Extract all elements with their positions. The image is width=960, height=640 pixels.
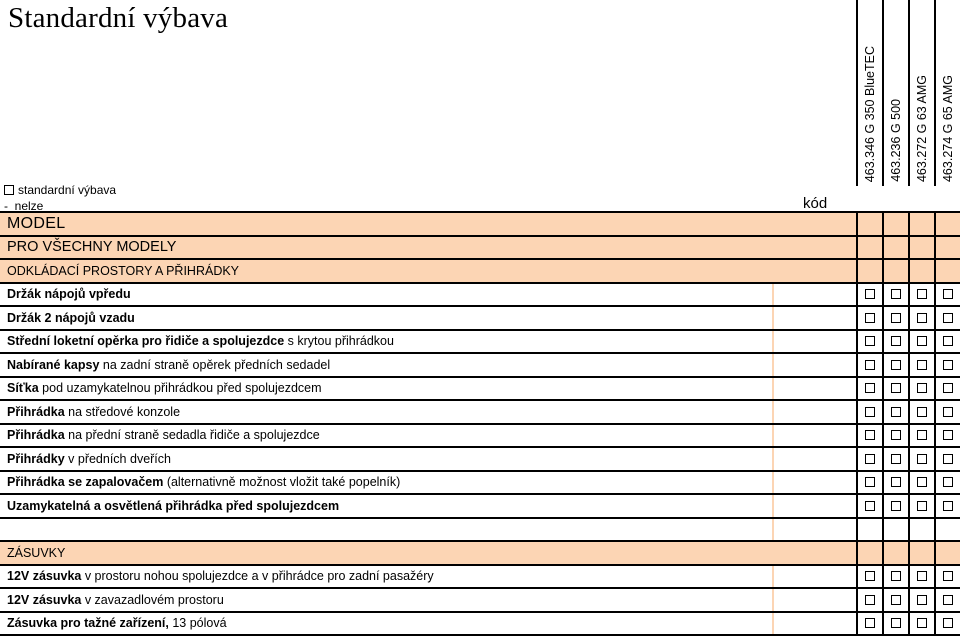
availability-cell: [934, 354, 960, 376]
standard-box-icon: [865, 407, 875, 417]
standard-box-icon: [943, 430, 953, 440]
table-row: [0, 446, 960, 470]
item-name: Uzamykatelná a osvětlená přihrádka před spolujezdcem: [7, 498, 340, 513]
standard-box-icon: [891, 407, 901, 417]
table-row: [0, 564, 960, 588]
standard-box-icon: [917, 501, 927, 511]
availability-cell: [934, 260, 960, 282]
standard-box-icon: [865, 454, 875, 464]
section-header-row: [0, 211, 960, 235]
item-detail: s krytou přihrádkou: [284, 334, 394, 349]
code-cell: [772, 566, 856, 588]
standard-box-icon: [943, 289, 953, 299]
row-description: [0, 331, 772, 353]
standard-box-icon: [943, 454, 953, 464]
model-name: 463.346 G 350 BlueTEC: [863, 45, 877, 182]
availability-cell: [856, 213, 882, 235]
availability-cell: [882, 401, 908, 423]
model-column-header: [882, 0, 908, 186]
table-row: [0, 470, 960, 494]
availability-cell: [856, 354, 882, 376]
section-header-row: [0, 235, 960, 259]
blank-row: [0, 517, 960, 541]
availability-cell: [908, 378, 934, 400]
availability-cell: [856, 495, 882, 517]
row-description: PRO VŠECHNY MODELY: [0, 237, 772, 259]
standard-box-icon: [891, 360, 901, 370]
availability-cell: [882, 237, 908, 259]
model-column-header: [934, 0, 960, 186]
standard-box-icon: [943, 618, 953, 628]
code-cell: [772, 260, 856, 282]
item-detail: v předních dveřích: [64, 451, 171, 466]
item-name: Střední loketní opěrka pro řidiče a spolujezdce: [7, 334, 285, 349]
standard-box-icon: [917, 454, 927, 464]
row-description: [0, 284, 772, 306]
standard-box-icon: [891, 454, 901, 464]
code-cell: [772, 378, 856, 400]
model-column-header: [856, 0, 882, 186]
availability-cell: [908, 589, 934, 611]
standard-box-icon: [917, 313, 927, 323]
availability-cell: [908, 284, 934, 306]
row-description: [0, 519, 772, 541]
availability-cell: [882, 613, 908, 634]
availability-cell: [882, 425, 908, 447]
standard-box-icon: [865, 289, 875, 299]
availability-cell: [934, 237, 960, 259]
table-row: [0, 282, 960, 306]
item-detail: 13 pólová: [168, 616, 227, 630]
code-cell: [772, 331, 856, 353]
availability-cell: [882, 331, 908, 353]
code-cell: [772, 589, 856, 611]
item-name: Držák 2 nápojů vzadu: [7, 310, 135, 325]
availability-cell: [856, 425, 882, 447]
availability-cell: [934, 307, 960, 329]
model-name: 463.274 G 65 AMG: [941, 74, 955, 182]
availability-cell: [856, 448, 882, 470]
row-description: [0, 307, 772, 329]
standard-box-icon: [891, 336, 901, 346]
availability-cell: [856, 284, 882, 306]
availability-cell: [908, 613, 934, 634]
standard-box-icon: [917, 595, 927, 605]
item-name: Přihrádka: [7, 404, 65, 419]
standard-box-icon: [943, 313, 953, 323]
code-cell: [772, 237, 856, 259]
row-description: [0, 448, 772, 470]
code-cell: [772, 613, 856, 634]
row-description: [0, 613, 772, 634]
availability-cell: [908, 331, 934, 353]
availability-cell: [908, 472, 934, 494]
code-column-header: kód: [803, 195, 828, 212]
availability-cell: [934, 589, 960, 611]
table-row: [0, 423, 960, 447]
code-cell: [772, 542, 856, 564]
row-description: MODEL: [0, 213, 772, 235]
table-row: [0, 352, 960, 376]
standard-box-icon: [943, 571, 953, 581]
availability-cell: [934, 401, 960, 423]
availability-cell: [882, 354, 908, 376]
availability-cell: [934, 284, 960, 306]
standard-box-icon: [891, 430, 901, 440]
code-cell: [772, 425, 856, 447]
availability-cell: [908, 237, 934, 259]
availability-cell: [908, 448, 934, 470]
section-header-row: [0, 540, 960, 564]
page-title: Standardní výbava: [8, 2, 229, 34]
standard-box-icon: [891, 595, 901, 605]
availability-cell: [908, 566, 934, 588]
availability-cell: [856, 307, 882, 329]
row-description: [0, 495, 772, 517]
availability-cell: [856, 589, 882, 611]
availability-cell: [908, 260, 934, 282]
availability-cell: [882, 542, 908, 564]
availability-cell: [856, 566, 882, 588]
standard-box-icon: [865, 336, 875, 346]
code-cell: [772, 448, 856, 470]
row-description: ZÁSUVKY: [0, 542, 772, 564]
standard-box-icon: [891, 501, 901, 511]
standard-box-icon: [891, 477, 901, 487]
item-name: Nabírané kapsy: [7, 357, 100, 372]
availability-cell: [882, 378, 908, 400]
standard-box-icon: [891, 289, 901, 299]
item-detail: v prostoru nohou spolujezdce a v přihrádce pro zadní pasažéry: [81, 569, 434, 584]
code-cell: [772, 213, 856, 235]
model-column-header: [908, 0, 934, 186]
row-description: [0, 354, 772, 376]
availability-cell: [934, 566, 960, 588]
row-description: [0, 425, 772, 447]
item-detail: pod uzamykatelnou přihrádkou před spolujezdcem: [38, 381, 322, 396]
item-detail: v zavazadlovém prostoru: [81, 592, 224, 607]
item-name: Síťka: [7, 381, 39, 396]
legend-not-available: - nelze: [4, 199, 44, 213]
code-cell: [772, 519, 856, 541]
standard-box-icon: [891, 571, 901, 581]
availability-cell: [882, 589, 908, 611]
standard-box-icon: [891, 313, 901, 323]
availability-cell: [856, 613, 882, 634]
standard-box-icon: [917, 407, 927, 417]
availability-cell: [882, 472, 908, 494]
availability-cell: [882, 260, 908, 282]
section-header-row: [0, 258, 960, 282]
availability-cell: [908, 354, 934, 376]
standard-box-icon: [865, 571, 875, 581]
availability-cell: [856, 542, 882, 564]
table-row: [0, 611, 960, 636]
table-row: [0, 587, 960, 611]
availability-cell: [934, 472, 960, 494]
table-row: [0, 376, 960, 400]
row-description: [0, 401, 772, 423]
availability-cell: [856, 237, 882, 259]
availability-cell: [934, 495, 960, 517]
availability-cell: [856, 519, 882, 541]
standard-box-icon: [865, 430, 875, 440]
standard-box-icon: [4, 185, 14, 195]
table-row: [0, 493, 960, 517]
item-detail: (alternativně možnost vložit také popelník): [163, 475, 401, 490]
table-row: [0, 305, 960, 329]
code-cell: [772, 495, 856, 517]
availability-cell: [856, 401, 882, 423]
row-description: [0, 378, 772, 400]
standard-box-icon: [865, 360, 875, 370]
availability-cell: [856, 378, 882, 400]
code-cell: [772, 472, 856, 494]
availability-cell: [882, 213, 908, 235]
standard-box-icon: [917, 336, 927, 346]
standard-box-icon: [865, 477, 875, 487]
row-description: [0, 589, 772, 611]
availability-cell: [856, 331, 882, 353]
availability-cell: [934, 331, 960, 353]
standard-box-icon: [865, 595, 875, 605]
standard-box-icon: [943, 407, 953, 417]
standard-box-icon: [891, 383, 901, 393]
item-name: Držák nápojů vpředu: [7, 287, 131, 302]
standard-box-icon: [943, 336, 953, 346]
availability-cell: [908, 213, 934, 235]
item-name: 12V zásuvka: [7, 592, 82, 607]
code-cell: [772, 284, 856, 306]
row-description: [0, 566, 772, 588]
standard-box-icon: [917, 360, 927, 370]
item-name: Zásuvka pro tažné zařízení,: [7, 616, 169, 630]
standard-box-icon: [865, 313, 875, 323]
availability-cell: [908, 519, 934, 541]
item-name: 12V zásuvka: [7, 569, 82, 584]
item-name: Přihrádka: [7, 428, 65, 443]
table-row: [0, 399, 960, 423]
standard-box-icon: [865, 383, 875, 393]
standard-box-icon: [943, 360, 953, 370]
standard-box-icon: [891, 618, 901, 628]
availability-cell: [934, 542, 960, 564]
availability-cell: [934, 378, 960, 400]
item-detail: na přední straně sedadla řidiče a spolujezdce: [64, 428, 320, 443]
availability-cell: [908, 495, 934, 517]
availability-cell: [908, 307, 934, 329]
availability-cell: [934, 519, 960, 541]
standard-box-icon: [917, 383, 927, 393]
legend-standard: standardní výbava: [4, 183, 116, 197]
standard-box-icon: [917, 430, 927, 440]
availability-cell: [908, 542, 934, 564]
availability-cell: [908, 425, 934, 447]
availability-cell: [934, 613, 960, 634]
availability-cell: [882, 495, 908, 517]
availability-cell: [908, 401, 934, 423]
standard-box-icon: [865, 618, 875, 628]
availability-cell: [856, 472, 882, 494]
standard-box-icon: [943, 383, 953, 393]
item-name: Přihrádka se zapalovačem: [7, 475, 164, 490]
item-detail: na středové konzole: [64, 404, 181, 419]
model-name: 463.236 G 500: [889, 99, 903, 182]
standard-box-icon: [943, 477, 953, 487]
availability-cell: [856, 260, 882, 282]
availability-cell: [882, 284, 908, 306]
standard-box-icon: [865, 501, 875, 511]
availability-cell: [934, 213, 960, 235]
standard-box-icon: [943, 595, 953, 605]
code-cell: [772, 401, 856, 423]
availability-cell: [882, 448, 908, 470]
row-description: [0, 472, 772, 494]
availability-cell: [882, 519, 908, 541]
standard-box-icon: [917, 618, 927, 628]
code-cell: [772, 354, 856, 376]
availability-cell: [934, 448, 960, 470]
standard-box-icon: [917, 571, 927, 581]
model-name: 463.272 G 63 AMG: [915, 74, 929, 182]
item-detail: na zadní straně opěrek předních sedadel: [99, 357, 331, 372]
standard-box-icon: [943, 501, 953, 511]
standard-box-icon: [917, 289, 927, 299]
item-name: Přihrádky: [7, 451, 65, 466]
table-row: [0, 329, 960, 353]
availability-cell: [934, 425, 960, 447]
standard-box-icon: [917, 477, 927, 487]
availability-cell: [882, 307, 908, 329]
code-cell: [772, 307, 856, 329]
availability-cell: [882, 566, 908, 588]
row-description: ODKLÁDACÍ PROSTORY A PŘIHRÁDKY: [0, 260, 772, 282]
